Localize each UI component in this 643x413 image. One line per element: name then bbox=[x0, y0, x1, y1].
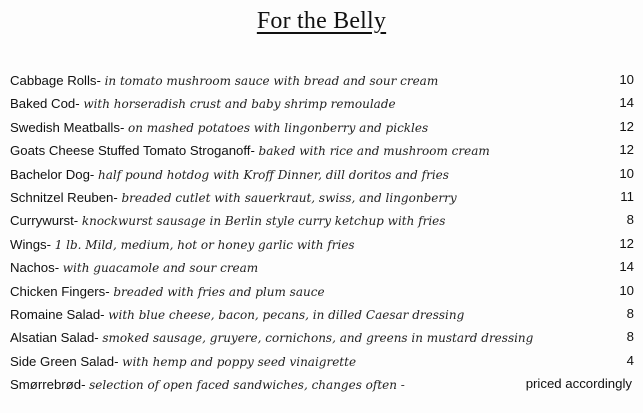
menu-item bbox=[10, 142, 634, 165]
menu-item-description: with horseradish crust and baby shrimp remoulade bbox=[83, 97, 396, 112]
menu-item-description: breaded cutlet with sauerkraut, swiss, and lingonberry bbox=[121, 190, 457, 205]
menu-item-description: with hemp and poppy seed vinaigrette bbox=[122, 354, 357, 369]
menu-item-price: 4 bbox=[626, 352, 634, 368]
menu-item-description: in tomato mushroom sauce with bread and sour cream bbox=[104, 74, 439, 88]
menu-item bbox=[10, 119, 634, 142]
menu-item bbox=[10, 353, 634, 376]
menu-item bbox=[10, 306, 634, 329]
menu-item-name: Smørrebrød- bbox=[10, 377, 90, 393]
menu-item-price: 8 bbox=[626, 329, 634, 345]
menu-item-description: baked with rice and mushroom cream bbox=[258, 144, 490, 159]
menu-item-description: 1 lb. Mild, medium, hot or honey garlic with fries bbox=[54, 237, 355, 252]
menu-item-name: Cabbage Rolls- bbox=[10, 73, 105, 88]
menu-item-description: smoked sausage, gruyere, cornichons, and greens in mustard dressing bbox=[102, 331, 534, 346]
menu-item-name: Currywurst- bbox=[10, 213, 82, 229]
menu-item-name: Bachelor Dog- bbox=[10, 166, 98, 182]
menu-item-price: 12 bbox=[619, 142, 634, 158]
menu-item-name: Schnitzel Reuben- bbox=[10, 189, 122, 205]
menu-item-price: 14 bbox=[619, 95, 634, 111]
menu-item-price: priced accordingly bbox=[525, 376, 632, 392]
menu-item-price: 10 bbox=[619, 165, 634, 181]
menu-item bbox=[10, 212, 634, 235]
menu-item-name: Side Green Salad- bbox=[10, 353, 123, 369]
menu-item-price: 8 bbox=[626, 305, 634, 321]
menu-item-description: on mashed potatoes with lingonberry and pickles bbox=[128, 120, 429, 135]
menu-item-name: Alsatian Salad- bbox=[10, 330, 103, 346]
menu-item bbox=[10, 166, 634, 189]
menu-item-price: 12 bbox=[619, 118, 634, 134]
menu-item bbox=[10, 72, 634, 95]
menu-item bbox=[10, 376, 634, 399]
menu-item bbox=[10, 189, 634, 212]
menu-item bbox=[10, 259, 634, 282]
menu-item-description: knockwurst sausage in Berlin style curry ketchup with fries bbox=[81, 214, 446, 229]
menu-item-description: selection of open faced sandwiches, changes often - bbox=[89, 378, 405, 393]
menu-item-price: 10 bbox=[619, 72, 634, 87]
menu-item-price: 14 bbox=[619, 259, 634, 275]
menu-item-price: 11 bbox=[620, 188, 634, 204]
menu-item-price: 10 bbox=[619, 282, 634, 298]
menu-item-price: 12 bbox=[619, 235, 634, 251]
menu-item-description: with blue cheese, bacon, pecans, in dilled Caesar dressing bbox=[108, 307, 465, 322]
menu-item-description: breaded with fries and plum sauce bbox=[113, 284, 325, 299]
menu-item-name: Nachos- bbox=[10, 260, 63, 276]
menu-item-description: with guacamole and sour cream bbox=[62, 261, 259, 276]
menu-item bbox=[10, 329, 634, 352]
menu-item-name: Romaine Salad- bbox=[10, 306, 109, 322]
menu-item-price: 8 bbox=[626, 212, 634, 228]
menu-item bbox=[10, 236, 634, 259]
menu-item-name: Baked Cod- bbox=[10, 96, 84, 112]
menu-item-name: Wings- bbox=[10, 236, 55, 252]
menu-item-description: half pound hotdog with Kroff Dinner, dill doritos and fries bbox=[97, 167, 449, 182]
menu-item-name: Chicken Fingers- bbox=[10, 283, 114, 299]
page-title: For the Belly bbox=[256, 8, 387, 34]
menu-item bbox=[10, 95, 634, 118]
menu-item-name: Swedish Meatballs- bbox=[10, 119, 129, 135]
menu-item bbox=[10, 283, 634, 306]
menu-list bbox=[10, 72, 634, 399]
menu-item-name: Goats Cheese Stuffed Tomato Stroganoff- bbox=[10, 143, 259, 159]
